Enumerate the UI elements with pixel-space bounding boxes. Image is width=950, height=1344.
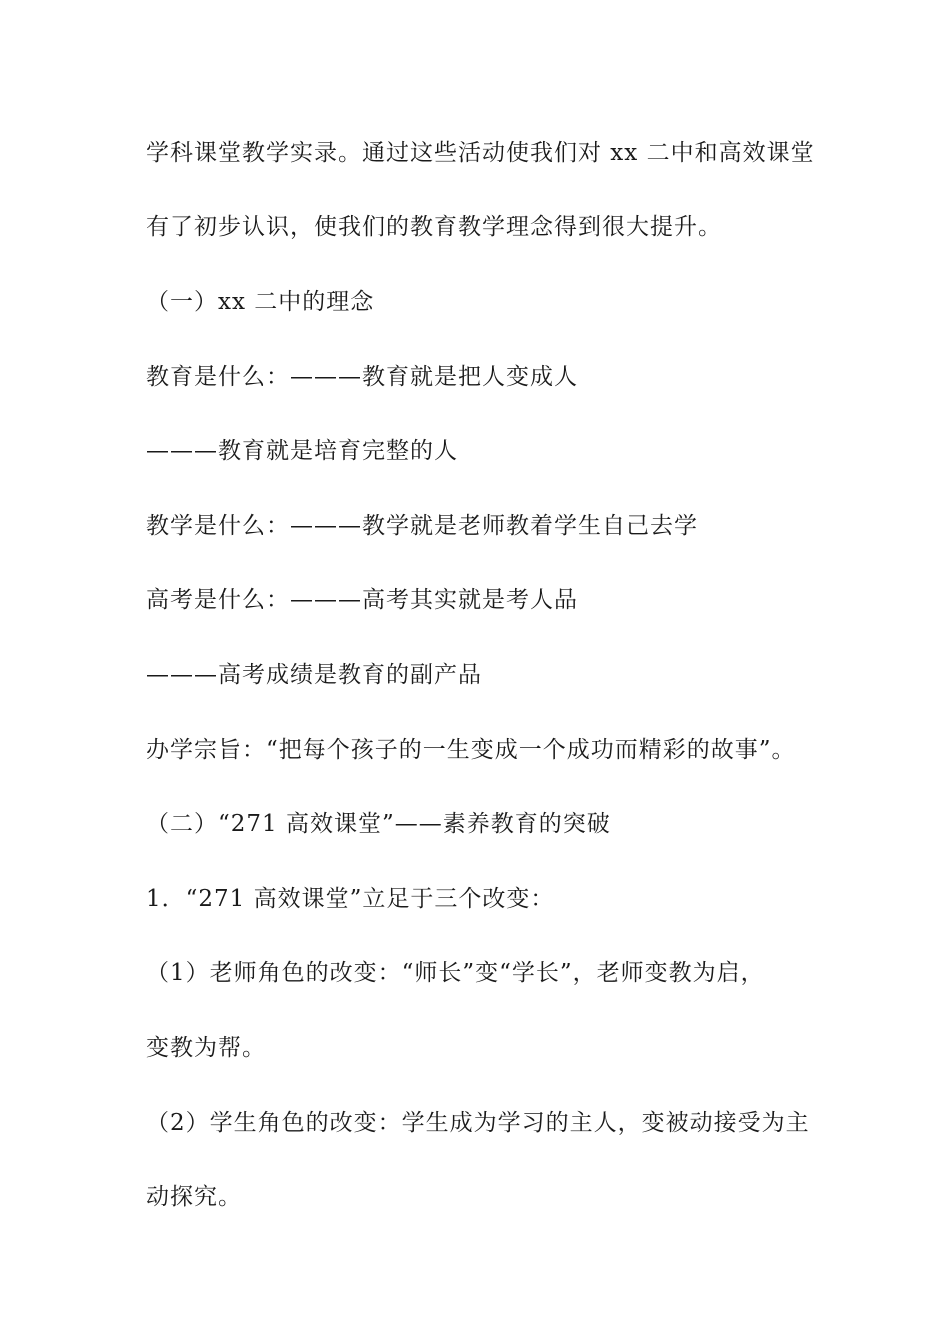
list-item: （1）老师角色的改变：“师长”变“学长”，老师变教为启， — [146, 960, 765, 986]
paragraph-line: ———高考成绩是教育的副产品 — [146, 662, 482, 688]
list-item-continuation: 动探究。 — [146, 1184, 242, 1210]
list-item: （2）学生角色的改变：学生成为学习的主人，变被动接受为主 — [146, 1110, 810, 1136]
paragraph-line: 学科课堂教学实录。通过这些活动使我们对 xx 二中和高效课堂 — [146, 140, 815, 166]
paragraph-line: 高考是什么：———高考其实就是考人品 — [146, 587, 578, 613]
paragraph-line: 有了初步认识，使我们的教育教学理念得到很大提升。 — [146, 214, 722, 240]
section-heading: （一）xx 二中的理念 — [146, 289, 375, 315]
section-heading: （二）“271 高效课堂”——素养教育的突破 — [146, 811, 611, 837]
list-item-continuation: 变教为帮。 — [146, 1035, 266, 1061]
paragraph-line: ———教育就是培育完整的人 — [146, 438, 458, 464]
paragraph-line: 教育是什么：———教育就是把人变成人 — [146, 364, 578, 390]
paragraph-line: 教学是什么：———教学就是老师教着学生自己去学 — [146, 513, 698, 539]
list-item-heading: 1．“271 高效课堂”立足于三个改变： — [146, 886, 555, 912]
paragraph-line: 办学宗旨：“把每个孩子的一生变成一个成功而精彩的故事”。 — [146, 737, 796, 763]
